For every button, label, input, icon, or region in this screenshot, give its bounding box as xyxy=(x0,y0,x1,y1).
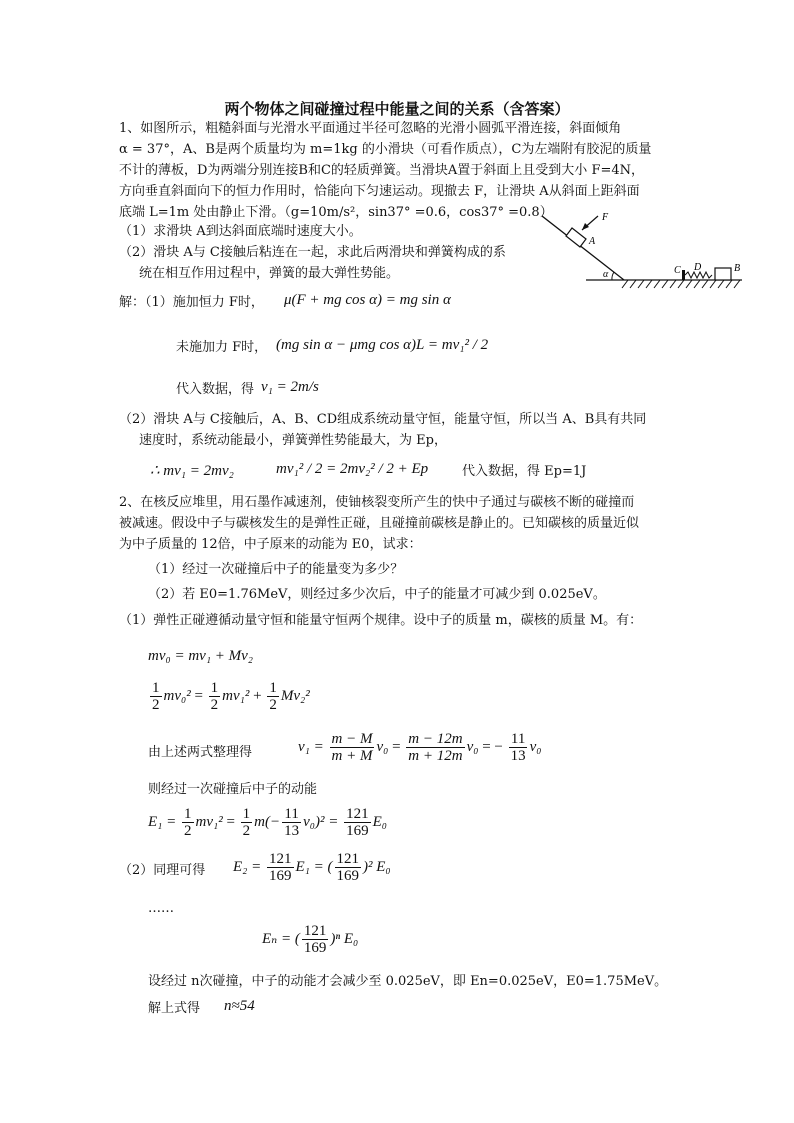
p1-question-1: （1）求滑块 A到达斜面底端时速度大小。 xyxy=(119,224,362,239)
eq-friction: μ(F + mg cos α) = mg sin α xyxy=(284,292,451,308)
text-solve: 解上式得 xyxy=(148,1001,201,1016)
p1-line-3: 不计的薄板，D为两端分别连接B和C的轻质弹簧。当滑块A置于斜面上且受到大小 F=4N， xyxy=(119,163,645,178)
p1-question-2: （2）滑块 A与 C接触后粘连在一起，求此后两滑块和弹簧构成的系 xyxy=(119,245,506,260)
label-alpha: α xyxy=(603,269,609,280)
text-similarly: （2）同理可得 xyxy=(119,863,206,878)
eq-momentum-2: mv₀ = mv₁ + Mv₂ xyxy=(148,648,254,664)
p1-line-4: 方向垂直斜面向下的恒力作用时，恰能向下匀速运动。现撤去 F，让滑块 A从斜面上距斜面 xyxy=(119,184,640,199)
eq-energy-spring: mv₁² / 2 = 2mv₂² / 2 + Ep xyxy=(276,461,429,477)
eq-kinetic: $\frac{1}{2}$ mv₀² = $\frac{1}{2}$ mv₁² + $\frac{1}{2}$ Mv₂² xyxy=(152,680,310,713)
p2-question-2: （2）若 E0=1.76MeV，则经过多少次后，中子的能量才可减少到 0.025eV。 xyxy=(148,587,606,602)
incline-figure xyxy=(542,210,747,298)
sol1-line-2: 未施加力 F时， xyxy=(176,340,268,355)
eq-momentum: ∴ mv₁ = 2mv₂ xyxy=(150,463,234,479)
plate-c xyxy=(682,270,685,280)
label-a: A xyxy=(589,236,596,247)
eq-n-result: n≈54 xyxy=(224,998,255,1014)
sol1-label: 解：（1）施加恒力 F时， xyxy=(119,295,264,310)
eq-e1: E₁ = $\frac{1}{2}$ mv₁² = $\frac{1}{2}$ m(− $\frac{11}{13}$ v₀)² = $\frac{121}{169}$ E₀ xyxy=(148,806,388,839)
text-n-collisions: 设经过 n次碰撞，中子的动能才会减少至 0.025eV，即 En=0.025eV，E0=1.75MeV。 xyxy=(148,974,668,989)
sol2-line-1: （2）滑块 A与 C接触后，A、B、CD组成系统动量守恒，能量守恒，所以当 A、B具有共同 xyxy=(119,412,647,427)
p1-line-5: 底端 L=1m 处由静止下滑。（g=10m/s²，sin37° =0.6，cos37° =0.8） xyxy=(119,205,553,220)
label-d: D xyxy=(694,262,702,273)
sol2-result: 代入数据，得 Ep=1J xyxy=(462,464,587,479)
label-b: B xyxy=(734,263,741,274)
p1-question-2-cont: 统在相互作用过程中，弹簧的最大弹性势能。 xyxy=(139,266,400,281)
block-b xyxy=(715,268,731,280)
p1-line-2: α = 37°，A、B是两个质量均为 m=1kg 的小滑块（可看作质点），C为左端附有胶泥的质量 xyxy=(119,142,652,157)
p2-line-1: 2、在核反应堆里，用石墨作减速剂，使铀核裂变所产生的快中子通过与碳核不断的碰撞而 xyxy=(119,495,635,510)
sol2-line-2: 速度时，系统动能最小，弹簧弹性势能最大，为 Ep， xyxy=(139,433,447,448)
text-kinetic-after: 则经过一次碰撞后中子的动能 xyxy=(148,782,318,797)
eq-v1: v₁ = 2m/s xyxy=(261,379,319,395)
label-f: F xyxy=(602,212,609,223)
ellipsis: …… xyxy=(148,901,174,916)
eq-en: Eₙ = ( $\frac{121}{169}$ )ⁿ E₀ xyxy=(262,923,359,956)
eq-energy: (mg sin α − μmg cos α)L = mv₁² / 2 xyxy=(276,337,489,353)
p2-question-1: （1）经过一次碰撞后中子的能量变为多少？ xyxy=(148,562,404,577)
block-a xyxy=(566,228,586,247)
p2-line-3: 为中子质量的 12倍，中子原来的动能为 E0，试求： xyxy=(119,537,422,552)
label-c: C xyxy=(674,265,681,276)
sol1-line-3: 代入数据，得 xyxy=(176,382,255,397)
p1-line-1: 1、如图所示，粗糙斜面与光滑水平面通过半径可忽略的光滑小圆弧平滑连接，斜面倾角 xyxy=(119,121,622,136)
eq-e2: E₂ = $\frac{121}{169}$ E₁ = ( $\frac{121}{169}$ )² E₀ xyxy=(233,851,391,884)
document-title: 两个物体之间碰撞过程中能量之间的关系（含答案） xyxy=(224,100,570,118)
p2-line-2: 被减速。假设中子与碳核发生的是弹性正碰，且碰撞前碳核是静止的。已知碳核的质量近似 xyxy=(119,516,640,531)
eq-v1-result: v₁ = $\frac{m - M}{m + M}$ v₀ = $\frac{m - 12m}{m + 12m}$ v₀ = − $\frac{11}{13}$ v₀ xyxy=(298,731,542,764)
text-derive: 由上述两式整理得 xyxy=(148,745,253,760)
p2-sol-intro: （1）弹性正碰遵循动量守恒和能量守恒两个规律。设中子的质量 m，碳核的质量 M。有： xyxy=(119,613,643,628)
